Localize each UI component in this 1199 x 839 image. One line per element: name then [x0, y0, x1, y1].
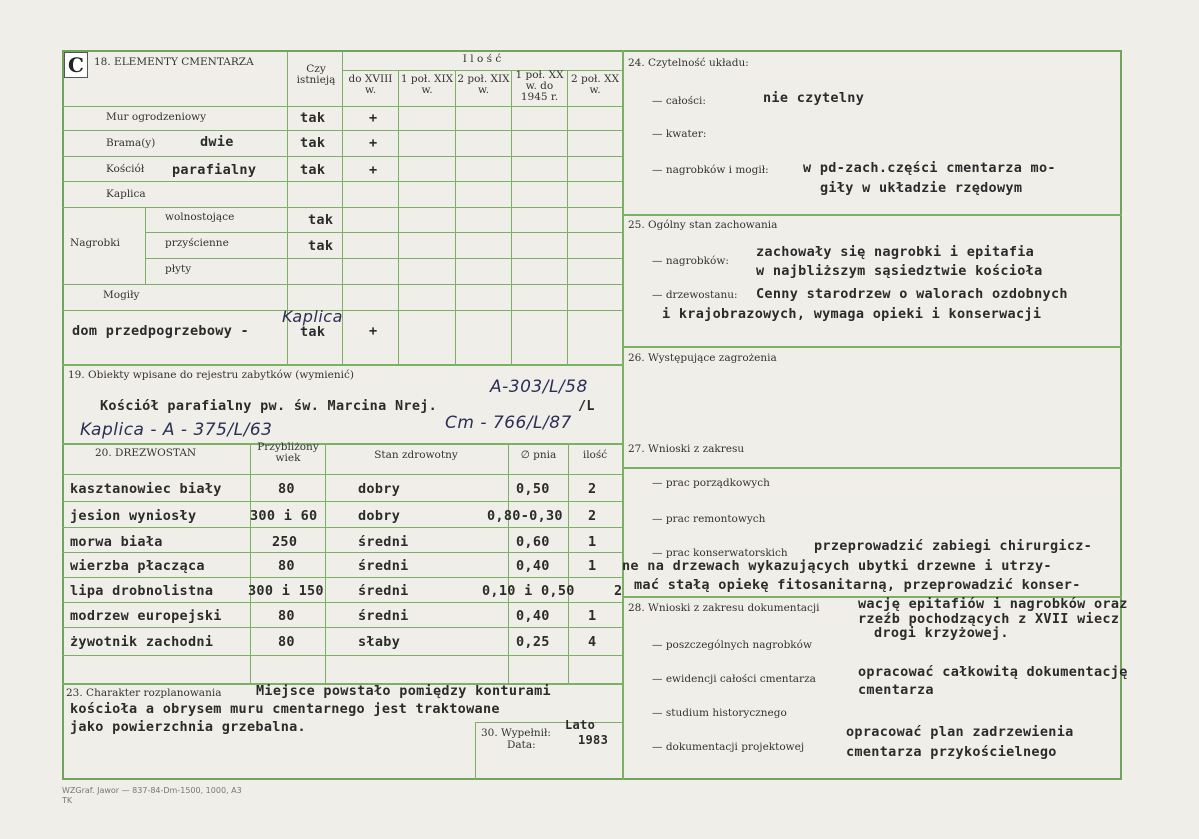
col-qty-label: I l o ś ć [462, 53, 502, 65]
value-nagrobkow-mogil-1: w pd-zach.części cmentarza mo- [803, 160, 1056, 176]
tree-age: 300 i 60 [250, 508, 318, 524]
col-diam-label: ∅ pnia [520, 449, 557, 461]
tree-diam: 0,10 i 0,50 [482, 583, 575, 599]
tree-count: 1 [588, 608, 597, 624]
grid-line [62, 577, 622, 578]
section-divider [622, 467, 1122, 469]
section-18-title: 18. ELEMENTY CMENTARZA [94, 56, 254, 68]
typed-register-suffix: /L [578, 398, 595, 414]
tree-count: 1 [588, 534, 597, 550]
tree-health: dobry [358, 508, 401, 524]
value-konserwatorskie-5: rzeźb pochodzących z XVII wiecz [858, 611, 1120, 627]
section-divider [622, 214, 1122, 216]
label-konserwatorskie: — prac konserwatorskich [652, 547, 788, 559]
value-stan-nagrobkow-2: w najbliższym sąsiedztwie kościoła [756, 263, 1043, 279]
exists-przyscienne: tak [308, 238, 334, 254]
col-age-label: Przybliżony wiek [257, 441, 319, 465]
card-letter: C [64, 52, 88, 78]
section-divider [622, 346, 1122, 348]
label-projektowa: — dokumentacji projektowej [652, 741, 805, 753]
filled-year: 1983 [578, 733, 609, 747]
tree-health: średni [358, 583, 409, 599]
tree-age: 80 [278, 634, 295, 650]
section-28-title: 28. Wnioski z zakresu dokumentacji [628, 602, 820, 614]
grid-line [62, 106, 622, 107]
tree-count: 2 [614, 583, 623, 599]
tree-name: kasztanowiec biały [70, 481, 222, 497]
tree-count: 1 [588, 558, 597, 574]
hand-register-kaplica: Kaplica - A - 375/L/63 [80, 420, 273, 440]
tree-name: jesion wyniosły [70, 508, 197, 524]
label-stan-nagrobkow: — nagrobków: [652, 255, 729, 267]
grid-line [62, 181, 622, 182]
period-2: 1 poł. XIX w. [400, 73, 454, 97]
grid-line [511, 70, 512, 364]
print-info: WZGraf. Jawor — 837-84-Dm-1500, 1000, A3 [62, 786, 242, 795]
value-konserwatorskie-3: mać stałą opiekę fitosanitarną, przeprowadzić konser- [634, 577, 1081, 593]
grid-line [475, 722, 622, 723]
exists-brama: tak [300, 135, 326, 151]
tree-diam: 0,40 [516, 558, 550, 574]
grid-line [145, 258, 622, 259]
mark-kosciol: + [369, 162, 378, 178]
row-label-brama: Brama(y) [106, 137, 156, 149]
value-calosci: nie czytelny [763, 90, 865, 106]
row-label-mogily: Mogiły [103, 289, 140, 301]
row-label-nagrobki: Nagrobki [70, 237, 120, 249]
section-divider [62, 364, 622, 366]
grid-line [250, 443, 251, 683]
label-stan-drzewostanu: — drzewostanu: [652, 289, 738, 301]
mark-dom: + [369, 323, 378, 339]
value-ewidencja-2: cmentarza [858, 682, 934, 698]
section-25-title: 25. Ogólny stan zachowania [628, 219, 778, 231]
value-konserwatorskie-1: przeprowadzić zabiegi chirurgicz- [814, 538, 1093, 554]
tree-name: lipa drobnolistna [70, 583, 214, 599]
filled-season: Lato [565, 718, 596, 732]
label-porzadkowe: — prac porządkowych [652, 477, 770, 489]
exists-dom: tak [300, 324, 326, 340]
grid-line [342, 70, 622, 71]
grid-line [475, 722, 476, 780]
hand-register-cm: Cm - 766/L/87 [445, 413, 572, 433]
tree-age: 80 [278, 608, 295, 624]
section-26-title: 26. Występujące zagrożenia [628, 352, 777, 364]
typed-kosciol-register: Kościół parafialny pw. św. Marcina Nrej. [100, 398, 438, 414]
layout-description-line2: kościoła a obrysem muru cmentarnego jest traktowane [70, 701, 500, 717]
row-label-kosciol: Kościół [106, 163, 145, 175]
value-konserwatorskie-6: drogi krzyżowej. [874, 625, 1009, 641]
hand-kaplica: Kaplica [282, 307, 343, 326]
grid-line [145, 232, 622, 233]
tree-age: 80 [278, 558, 295, 574]
label-ewidencja: — ewidencji całości cmentarza [652, 673, 816, 685]
tree-diam: 0,25 [516, 634, 550, 650]
tree-count: 2 [588, 508, 597, 524]
value-projektowa-2: cmentarza przykościelnego [846, 744, 1057, 760]
value-stan-nagrobkow-1: zachowały się nagrobki i epitafia [756, 244, 1035, 260]
typed-kosciol: parafialny [172, 162, 257, 178]
period-4: 1 poł. XX w. do 1945 r. [515, 69, 564, 104]
grid-line [398, 70, 399, 364]
value-ewidencja-1: opracować całkowitą dokumentację [858, 664, 1128, 680]
grid-line [567, 70, 568, 364]
section-24-title: 24. Czytelność układu: [628, 57, 749, 69]
value-konserwatorskie-2: ne na drzewach wykazujących ubytki drzewne i utrzy- [622, 558, 1052, 574]
tree-age: 80 [278, 481, 295, 497]
grid-line [62, 474, 622, 475]
layout-description-line1: Miejsce powstało pomiędzy konturami [256, 683, 551, 699]
value-stan-drzewostanu-2: i krajobrazowych, wymaga opieki i konserwacji [662, 306, 1042, 322]
grid-line [62, 552, 622, 553]
grid-line [455, 70, 456, 364]
section-19-title: 19. Obiekty wpisane do rejestru zabytków (wymienić) [68, 369, 354, 381]
grid-line [568, 443, 569, 683]
label-calosci: — całości: [652, 95, 706, 107]
typed-brama: dwie [200, 134, 234, 150]
tree-diam: 0,50 [516, 481, 550, 497]
tree-health: średni [358, 558, 409, 574]
col-count-label: ilość [582, 449, 608, 461]
period-1: do XVIII w. [348, 73, 393, 97]
row-label-kaplica: Kaplica [106, 188, 146, 200]
grid-line [325, 443, 326, 683]
tree-name: morwa biała [70, 534, 163, 550]
section-30-title: 30. Wypełnił: [481, 727, 551, 739]
grid-line [62, 501, 622, 502]
grid-line [62, 156, 622, 157]
period-3: 2 poł. XIX w. [457, 73, 510, 97]
tree-health: średni [358, 608, 409, 624]
value-projektowa-1: opracować plan zadrzewienia [846, 724, 1074, 740]
tree-health: średni [358, 534, 409, 550]
date-label: Data: [507, 739, 536, 751]
value-nagrobkow-mogil-2: giły w układzie rzędowym [820, 180, 1023, 196]
row-label-wolnostojace: wolnostojące [165, 211, 235, 223]
tree-age: 250 [272, 534, 298, 550]
label-studium: — studium historycznego [652, 707, 787, 719]
layout-description-line3: jako powierzchnia grzebalna. [70, 719, 306, 735]
section-20-title: 20. DREZWOSTAN [95, 447, 197, 459]
section-divider [62, 443, 622, 445]
grid-line [145, 207, 146, 284]
exists-wolnostojace: tak [308, 212, 334, 228]
grid-line [62, 627, 622, 628]
tree-diam: 0,40 [516, 608, 550, 624]
value-stan-drzewostanu-1: Cenny starodrzew o walorach ozdobnych [756, 286, 1068, 302]
column-divider [622, 50, 624, 780]
label-nagrobkow-mogil: — nagrobków i mogił: [652, 164, 769, 176]
grid-line [62, 655, 622, 656]
tree-name: żywotnik zachodni [70, 634, 214, 650]
grid-line [62, 130, 622, 131]
grid-line [62, 602, 622, 603]
grid-line [62, 284, 622, 285]
tree-name: modrzew europejski [70, 608, 222, 624]
col-health-label: Stan zdrowotny [374, 449, 458, 461]
value-konserwatorskie-4: wację epitafiów i nagrobków oraz [858, 596, 1128, 612]
exists-kosciol: tak [300, 162, 326, 178]
grid-line [62, 207, 622, 208]
section-23-title: 23. Charakter rozplanowania [66, 687, 222, 699]
label-poszczegolne-nagrobki: — poszczególnych nagrobków [652, 639, 812, 651]
tree-count: 4 [588, 634, 597, 650]
tree-count: 2 [588, 481, 597, 497]
hand-register-a303: A-303/L/58 [490, 377, 588, 397]
tree-health: dobry [358, 481, 401, 497]
exists-mur: tak [300, 110, 326, 126]
row-label-przyscienne: przyścienne [165, 237, 229, 249]
print-code: TK [62, 796, 73, 805]
tree-diam: 0,80-0,30 [487, 508, 563, 524]
row-label-plyty: płyty [165, 263, 192, 275]
tree-age: 300 i 150 [248, 583, 324, 599]
mark-brama: + [369, 135, 378, 151]
label-remontowe: — prac remontowych [652, 513, 766, 525]
period-5: 2 poł. XX w. [570, 73, 620, 97]
grid-line [508, 443, 509, 683]
tree-diam: 0,60 [516, 534, 550, 550]
typed-dom: dom przedpogrzebowy - [72, 323, 249, 339]
tree-health: słaby [358, 634, 401, 650]
tree-name: wierzba płacząca [70, 558, 205, 574]
label-kwater: — kwater: [652, 128, 707, 140]
col-exists-label: Czy istnieją [296, 63, 336, 87]
row-label-mur: Mur ogrodzeniowy [106, 111, 207, 123]
section-27-title: 27. Wnioski z zakresu [628, 443, 745, 455]
grid-line [62, 527, 622, 528]
mark-mur: + [369, 110, 378, 126]
